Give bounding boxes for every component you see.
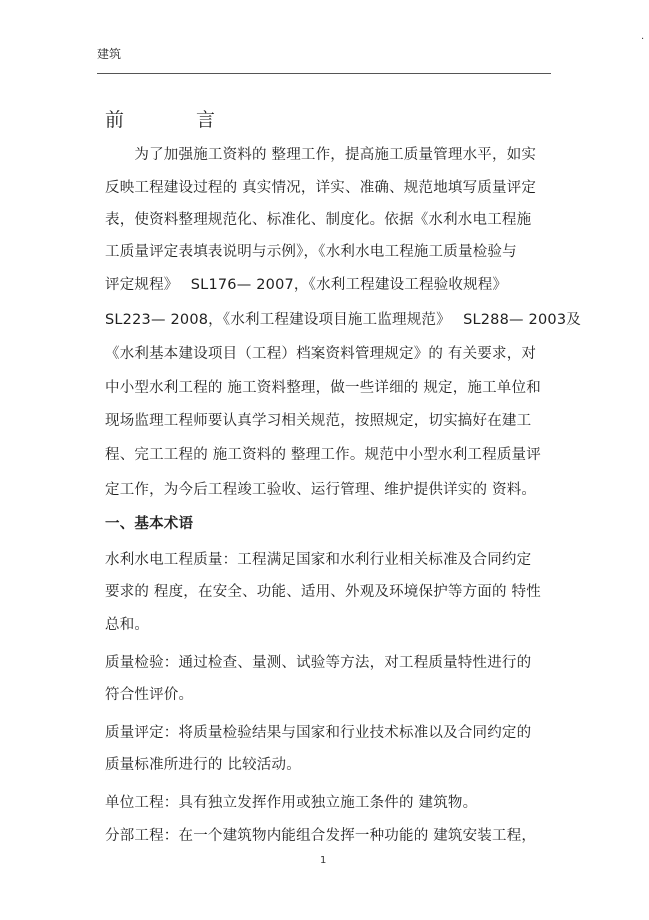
preface-line: 表，使资料整理规范化、标准化、制度化。依据《水利水电工程施: [105, 212, 532, 228]
term-line: 总和。: [105, 617, 150, 633]
title-char-1: 前: [105, 109, 125, 131]
section-heading: 一、基本术语: [105, 516, 194, 532]
preface-line: 评定规程》 SL176— 2007，《水利工程建设工程验收规程》: [105, 277, 508, 293]
preface-line: 程、完工工程的 施工资料的 整理工作。规范中小型水利工程质量评: [105, 447, 541, 463]
running-header: 建筑: [97, 47, 122, 61]
preface-line: 工质量评定表填表说明与示例》，《水利水电工程施工质量检验与: [105, 244, 517, 260]
preface-line: 反映工程建设过程的 真实情况，详实、准确、规范地填写质量评定: [105, 180, 537, 196]
preface-line: 现场监理工程师要认真学习相关规范，按照规定，切实搞好在建工: [105, 413, 532, 429]
term-line: 质量标准所进行的 比较活动。: [105, 757, 301, 773]
header-rule: [97, 73, 551, 74]
preface-line: SL223— 2008，《水利工程建设项目施工监理规范》 SL288— 2003及: [105, 312, 581, 328]
preface-line: 定工作，为今后工程竣工验收、运行管理、维护提供详实的 资料。: [105, 482, 537, 498]
term-line: 分部工程：在一个建筑物内能组合发挥一种功能的 建筑安装工程，: [105, 828, 537, 844]
term-line: 单位工程：具有独立发挥作用或独立施工条件的 建筑物。: [105, 795, 478, 811]
term-line: 水利水电工程质量：工程满足国家和水利行业相关标准及合同约定: [105, 552, 532, 568]
term-line: 质量评定：将质量检验结果与国家和行业技术标准以及合同约定的: [105, 725, 532, 741]
term-line: 符合性评价。: [105, 687, 194, 703]
preface-line: 中小型水利工程的 施工资料整理，做一些详细的 规定，施工单位和: [105, 380, 541, 396]
term-line: 要求的 程度，在安全、功能、适用、外观及环境保护等方面的 特性: [105, 584, 541, 600]
title-char-2: 言: [196, 109, 216, 131]
preface-line: 《水利基本建设项目（工程）档案资料管理规定》的 有关要求，对: [105, 346, 537, 362]
page-number: 1: [320, 855, 327, 866]
term-line: 质量检验：通过检查、量测、试验等方法，对工程质量特性进行的: [105, 655, 532, 671]
corner-mark: .: [641, 31, 645, 42]
preface-line: 为了加强施工资料的 整理工作，提高施工质量管理水平，如实: [105, 147, 537, 163]
